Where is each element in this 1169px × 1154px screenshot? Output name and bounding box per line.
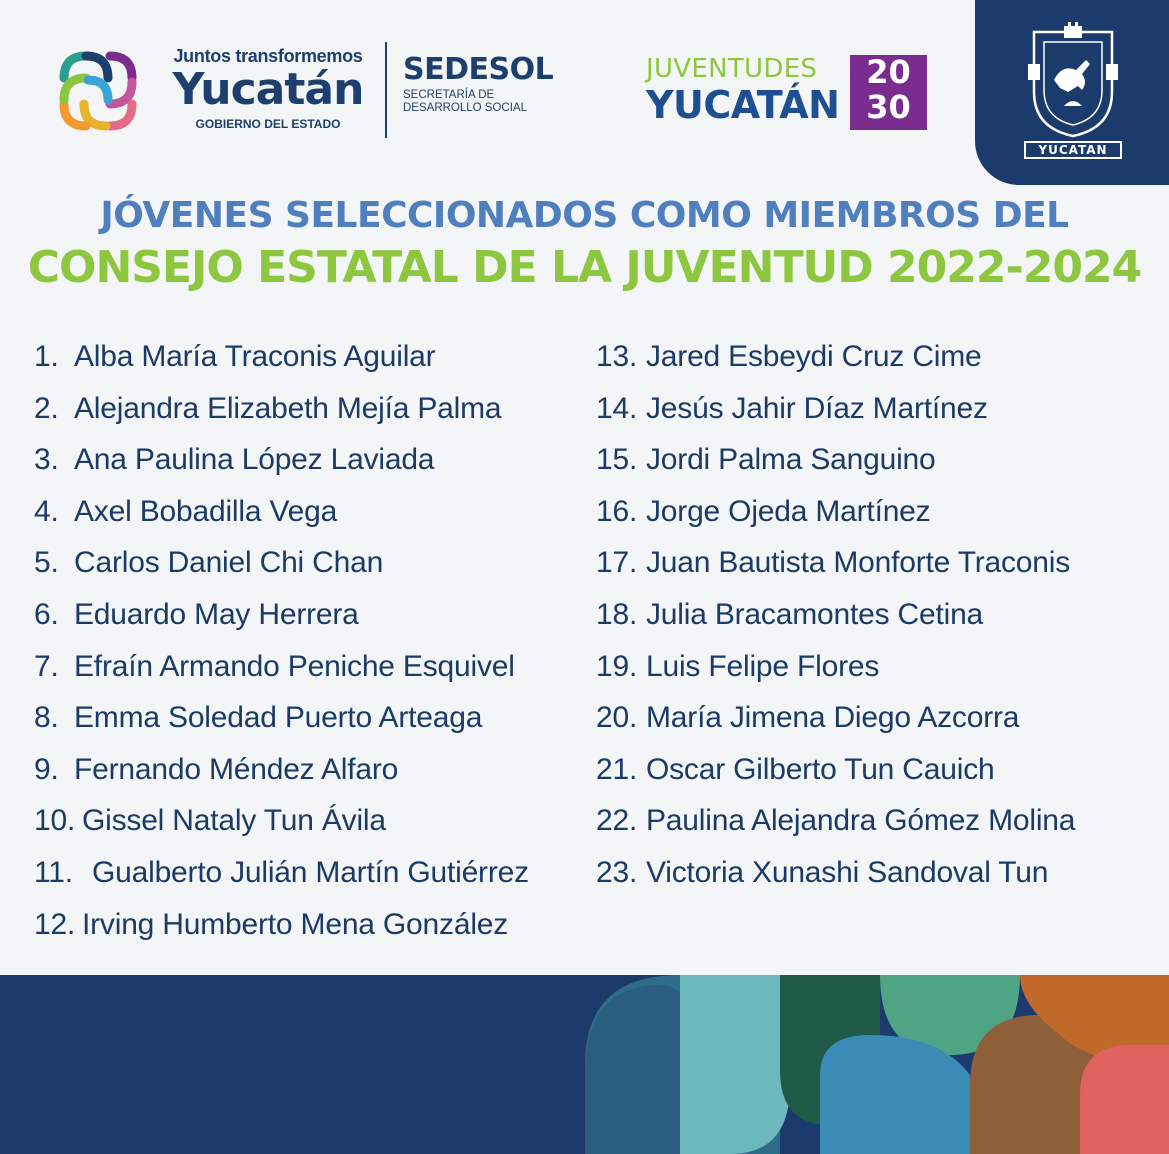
list-number: 9. <box>34 752 59 786</box>
member-name: Luis Felipe Flores <box>646 649 880 683</box>
list-number: 13. <box>596 340 638 373</box>
list-item <box>34 543 529 595</box>
member-name: Jorge Ojeda Martínez <box>646 494 931 528</box>
member-name: Ana Paulina López Laviada <box>74 443 435 477</box>
member-name: Juan Bautista Monforte Traconis <box>646 546 1071 580</box>
list-number: 7. <box>34 649 59 683</box>
member-name: Emma Soledad Puerto Arteaga <box>74 701 483 735</box>
list-number: 12. <box>34 907 76 941</box>
list-number: 14. <box>596 391 638 425</box>
list-number: 15. <box>596 443 638 477</box>
title-line-2: CONSEJO ESTATAL DE LA JUVENTUD 2022-2024 <box>27 242 1142 293</box>
footer-band <box>0 975 1169 1154</box>
juventudes-top: JUVENTUDES <box>646 54 818 84</box>
member-name: Axel Bobadilla Vega <box>74 494 338 528</box>
member-name: Jesús Jahir Díaz Martínez <box>646 391 988 425</box>
footer-decorative-shapes <box>0 975 1169 1154</box>
yucatan-coat-of-arms-icon <box>1024 22 1122 138</box>
list-number: 8. <box>34 701 59 735</box>
list-item <box>34 595 529 647</box>
member-name: Efraín Armando Peniche Esquivel <box>74 649 515 683</box>
juventudes-logo <box>646 54 839 126</box>
gov-tagline: Juntos transformemos <box>173 46 363 66</box>
sedesol-subtitle: SECRETARÍA DE DESARROLLO SOCIAL <box>403 89 527 114</box>
list-number: 22. <box>596 804 638 838</box>
list-number: 1. <box>34 340 59 373</box>
member-name: Gissel Nataly Tun Ávila <box>82 804 386 838</box>
list-number: 17. <box>596 546 638 580</box>
list-number: 4. <box>34 494 59 528</box>
juventudes-bottom: YUCATÁN <box>646 83 840 127</box>
list-item <box>34 698 529 750</box>
list-item <box>34 440 529 492</box>
member-name: Jared Esbeydi Cruz Cime <box>646 340 982 373</box>
list-item <box>596 337 1075 389</box>
list-number: 2. <box>34 391 59 425</box>
list-item <box>596 492 1075 544</box>
list-number: 21. <box>596 752 638 786</box>
member-name: Jordi Palma Sanguino <box>646 443 936 477</box>
gov-name: Yucatán <box>172 64 364 115</box>
shield-label: YUCATAN <box>1024 141 1122 159</box>
list-number: 11. <box>34 855 73 889</box>
sedesol-logo <box>403 52 553 115</box>
badge-bottom: 30 <box>866 88 911 126</box>
list-item <box>596 595 1075 647</box>
list-item <box>34 853 529 905</box>
member-name: Victoria Xunashi Sandoval Tun <box>646 855 1049 889</box>
sedesol-name: SEDESOL <box>403 52 554 87</box>
member-name: Carlos Daniel Chi Chan <box>74 546 384 580</box>
member-name: María Jimena Diego Azcorra <box>646 701 1020 735</box>
gobierno-logo-text <box>162 46 374 131</box>
list-item <box>34 905 529 957</box>
gobierno-yucatan-logo <box>46 38 150 142</box>
badge-top: 20 <box>866 53 911 91</box>
list-item <box>34 801 529 853</box>
member-name: Irving Humberto Mena González <box>82 907 509 941</box>
member-name: Eduardo May Herrera <box>74 597 359 631</box>
gov-subtitle: GOBIERNO DEL ESTADO <box>195 117 341 131</box>
list-item <box>596 698 1075 750</box>
list-number: 16. <box>596 494 638 528</box>
list-item <box>596 543 1075 595</box>
member-name: Julia Bracamontes Cetina <box>646 597 984 631</box>
list-item <box>34 647 529 699</box>
list-item <box>34 492 529 544</box>
member-list-right <box>596 337 1075 905</box>
member-name: Oscar Gilberto Tun Cauich <box>646 752 995 786</box>
list-item <box>596 853 1075 905</box>
list-item <box>596 440 1075 492</box>
list-number: 5. <box>34 546 59 580</box>
list-number: 3. <box>34 443 59 477</box>
list-item <box>596 801 1075 853</box>
list-item <box>596 389 1075 441</box>
list-item <box>34 750 529 802</box>
member-name: Fernando Méndez Alfaro <box>74 752 399 786</box>
juventudes-2030-badge <box>850 55 927 130</box>
list-item <box>596 750 1075 802</box>
member-name: Gualberto Julián Martín Gutiérrez <box>92 855 529 889</box>
list-number: 6. <box>34 597 59 631</box>
member-name: Alba María Traconis Aguilar <box>74 340 436 373</box>
list-item <box>596 647 1075 699</box>
list-number: 20. <box>596 701 638 735</box>
list-item <box>34 337 529 389</box>
member-name: Alejandra Elizabeth Mejía Palma <box>74 391 502 425</box>
header-divider <box>385 42 387 138</box>
list-item <box>34 389 529 441</box>
list-number: 18. <box>596 597 638 631</box>
member-list-left <box>34 337 529 956</box>
member-name: Paulina Alejandra Gómez Molina <box>646 804 1076 838</box>
title-line-1: JÓVENES SELECCIONADOS COMO MIEMBROS DEL <box>100 195 1069 236</box>
list-number: 19. <box>596 649 638 683</box>
list-number: 23. <box>596 855 638 889</box>
list-number: 10. <box>34 804 76 838</box>
